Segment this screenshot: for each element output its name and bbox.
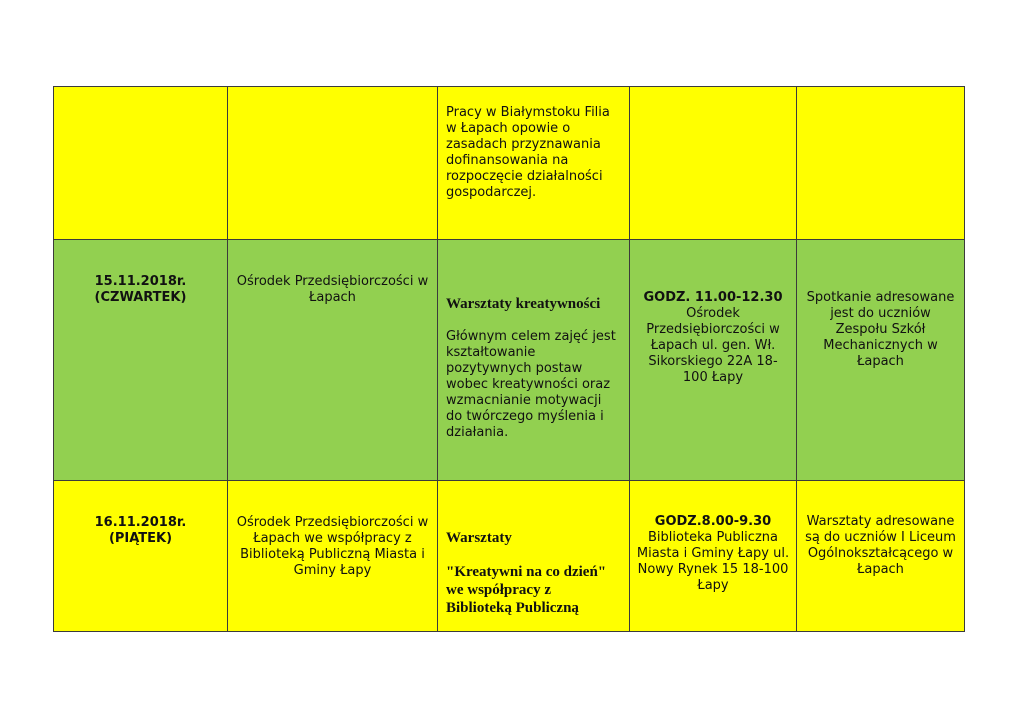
time-location-cell (630, 481, 797, 632)
date-cell (54, 87, 228, 240)
event-time: GODZ. 11.00-12.30 (643, 290, 783, 305)
organizer-cell (228, 87, 438, 240)
event-location: Ośrodek Przedsiębiorczości w Łapach ul. gen. Wł. Sikorskiego 22A 18-100 Łapy (646, 306, 780, 385)
date-cell (54, 240, 228, 481)
event-note: Spotkanie adresowane jest do uczniów Zespołu Szkół Mechanicznych w Łapach (806, 290, 955, 369)
time-location-cell (630, 240, 797, 481)
description-cell (438, 481, 630, 632)
event-schedule-table (53, 86, 965, 632)
event-note: Warsztaty adresowane są do uczniów I Liceum Ogólnokształcącego w Łapach (805, 514, 956, 577)
event-day: (PIĄTEK) (108, 531, 173, 546)
note-cell (797, 87, 965, 240)
table-row (54, 481, 965, 632)
table-row (54, 87, 965, 240)
event-organizer: Ośrodek Przedsiębiorczości w Łapach (236, 274, 429, 305)
event-description: Głównym celem zajęć jest kształtowanie pozytywnych postaw wobec kreatywności oraz wzmacnianie motywacji do twórczego myślenia i działania. (446, 329, 616, 440)
workshop-title: Warsztaty kreatywności (446, 296, 601, 312)
event-location: Biblioteka Publiczna Miasta i Gminy Łapy ul. Nowy Rynek 15 18-100 Łapy (636, 530, 790, 593)
table-row (54, 240, 965, 481)
time-location-cell (630, 87, 797, 240)
date-cell (54, 481, 228, 632)
event-date: 15.11.2018r. (94, 274, 187, 289)
note-cell (797, 240, 965, 481)
event-time: GODZ.8.00-9.30 (654, 514, 772, 529)
note-cell (797, 481, 965, 632)
description-cell (438, 240, 630, 481)
workshop-title: Warsztaty (446, 530, 512, 546)
event-date: 16.11.2018r. (94, 515, 187, 530)
workshop-subtitle: "Kreatywni na co dzień" we współpracy z Biblioteką Publiczną (446, 564, 607, 616)
event-description: Pracy w Białymstoku Filia w Łapach opowie o zasadach przyznawania dofinansowania na rozpoczęcie działalności gospodarczej. (446, 105, 610, 200)
event-day: (CZWARTEK) (94, 290, 187, 305)
organizer-cell (228, 240, 438, 481)
organizer-cell (228, 481, 438, 632)
description-cell (438, 87, 630, 240)
event-organizer: Ośrodek Przedsiębiorczości w Łapach we współpracy z Biblioteką Publiczną Miasta i Gminy Łapy (236, 515, 429, 578)
